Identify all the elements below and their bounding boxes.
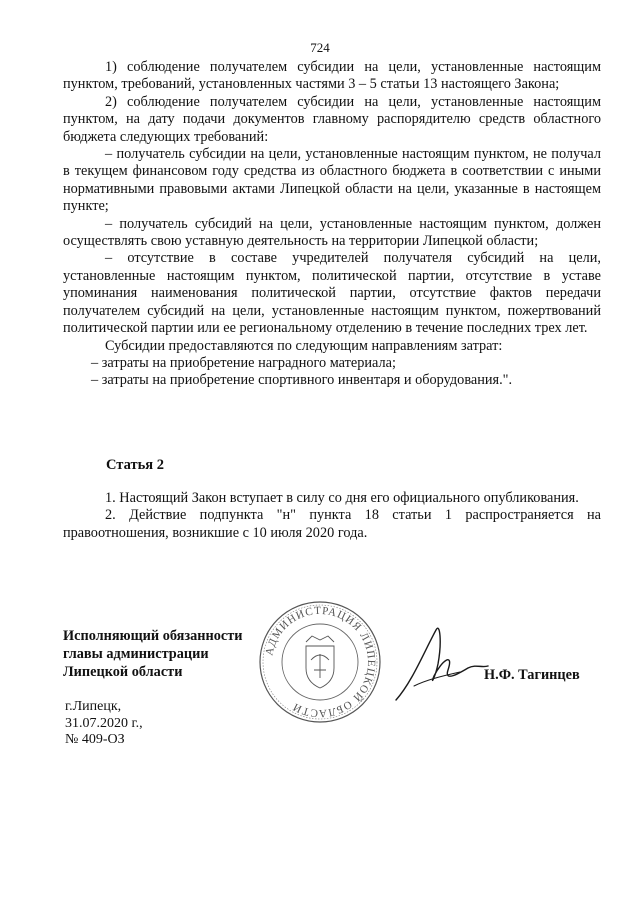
paragraph: 2) соблюдение получателем субсидии на цели, установленные настоящим пунктом, на дату подачи документов главному распорядителю средств областного бюджета следующих требований: xyxy=(63,93,601,145)
signatory-line: Липецкой области xyxy=(63,664,183,680)
article2-body xyxy=(63,490,601,542)
paragraph: – получатель субсидии на цели, установленные настоящим пунктом, не получал в текущем финансовом году средства из областного бюджета в соответствии с иными нормативными правовыми актами Липецкой области на цели, указанные в настоящем пункте; xyxy=(63,146,601,215)
seal-text: АДМИНИСТРАЦИЯ ЛИПЕЦКОЙ ОБЛАСТИ xyxy=(263,604,378,720)
paragraph: – затраты на приобретение спортивного инвентаря и оборудования.". xyxy=(91,372,513,389)
paragraph: – затраты на приобретение наградного материала; xyxy=(91,354,396,371)
page-number: 724 xyxy=(310,40,330,55)
signatory-line: Исполняющий обязанности xyxy=(63,628,243,644)
paragraph: 1. Настоящий Закон вступает в силу со дня его официального опубликования. xyxy=(105,490,579,506)
place-city: г.Липецк, xyxy=(65,699,122,714)
signatory-name: Н.Ф. Тагинцев xyxy=(484,667,580,683)
article1-continuation xyxy=(63,59,601,390)
place-date-number xyxy=(65,699,143,749)
article-heading: Статья 2 xyxy=(106,457,164,473)
law-date: 31.07.2020 г., xyxy=(65,715,143,731)
paragraph: – отсутствие в составе учредителей получателя субсидий на цели, установленные настоящим пунктом, политической партии, отсутствие в уставе упоминания наименования политической партии, отсутствие фактов передачи получателем субсидий на цели, установленные настоящим пунктом, пожертвований политической партии или ее региональному отделению в течение последних трех лет. xyxy=(63,250,601,337)
handwritten-signature xyxy=(384,612,504,712)
law-number: № 409-ОЗ xyxy=(65,732,125,747)
paragraph: Субсидии предоставляются по следующим направлениям затрат: xyxy=(105,337,503,354)
paragraph: 2. Действие подпункта "н" пункта 18 статьи 1 распространяется на правоотношения, возникшие с 10 июля 2020 года. xyxy=(63,507,601,541)
signatory-line: главы администрации xyxy=(63,646,209,662)
signatory-title xyxy=(63,627,243,681)
paragraph: 1) соблюдение получателем субсидии на цели, установленные настоящим пунктом, требований, установленных частями 3 – 5 статьи 13 настоящего Закона; xyxy=(63,59,601,93)
paragraph: – получатель субсидий на цели, установленные настоящим пунктом, должен осуществлять свою уставную деятельность на территории Липецкой области; xyxy=(63,215,601,250)
official-seal xyxy=(258,600,382,724)
